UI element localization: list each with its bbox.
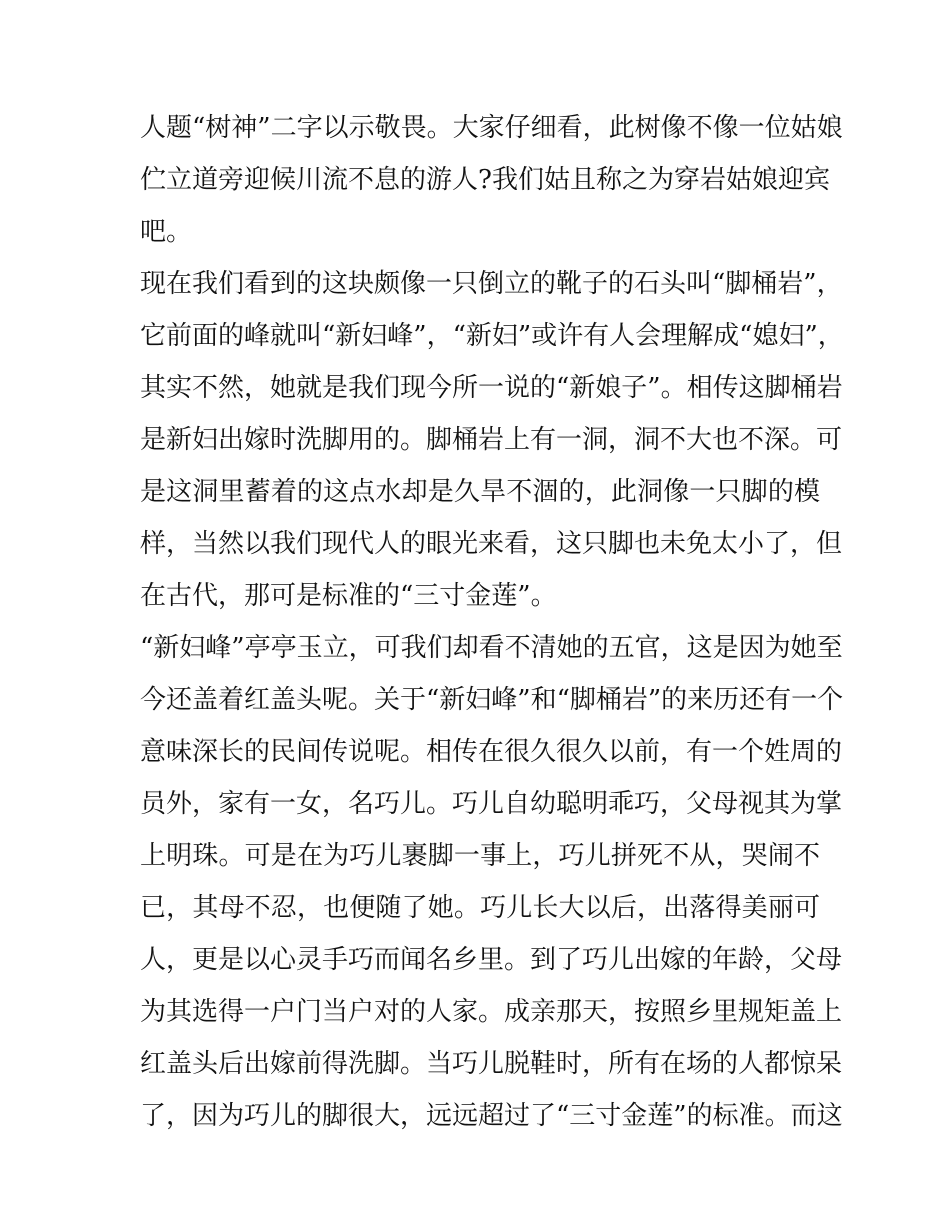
text-line: 伫立道旁迎候川流不息的游人?我们姑且称之为穿岩姑娘迎宾 xyxy=(140,165,830,195)
text-line: 已，其母不忍，也便随了她。巧儿长大以后，出落得美丽可 xyxy=(140,893,820,923)
text-line: 红盖头后出嫁前得洗脚。当巧儿脱鞋时，所有在场的人都惊呆 xyxy=(140,1049,843,1079)
text-line: 它前面的峰就叫“新妇峰”，“新妇”或许有人会理解成“媳妇”， xyxy=(140,321,844,351)
text-line: 其实不然，她就是我们现今所一说的“新娘子”。相传这脚桶岩 xyxy=(140,373,843,403)
text-line: 为其选得一户门当户对的人家。成亲那天，按照乡里规矩盖上 xyxy=(140,997,843,1027)
text-line: 是新妇出嫁时洗脚用的。脚桶岩上有一洞，洞不大也不深。可 xyxy=(140,425,843,455)
body-text xyxy=(140,102,844,1142)
text-line: 上明珠。可是在为巧儿裹脚一事上，巧儿拼死不从，哭闹不 xyxy=(140,841,820,871)
text-line: 样，当然以我们现代人的眼光来看，这只脚也未免太小了，但 xyxy=(140,529,843,559)
text-line: “新妇峰”亭亭玉立，可我们却看不清她的五官，这是因为她至 xyxy=(140,633,843,663)
text-line: 人题“树神”二字以示敬畏。大家仔细看，此树像不像一位姑娘 xyxy=(140,113,843,143)
text-line: 现在我们看到的这块颇像一只倒立的靴子的石头叫“脚桶岩”， xyxy=(140,269,843,299)
text-line: 了，因为巧儿的脚很大，远远超过了“三寸金莲”的标准。而这 xyxy=(140,1101,843,1131)
text-line: 员外，家有一女，名巧儿。巧儿自幼聪明乖巧，父母视其为掌 xyxy=(140,789,843,819)
text-line: 吧。 xyxy=(140,217,193,247)
text-line: 意味深长的民间传说呢。相传在很久很久以前，有一个姓周的 xyxy=(140,737,843,767)
text-line: 是这洞里蓄着的这点水却是久旱不涸的，此洞像一只脚的模 xyxy=(140,477,820,507)
text-line: 人，更是以心灵手巧而闻名乡里。到了巧儿出嫁的年龄，父母 xyxy=(140,945,843,975)
text-line: 今还盖着红盖头呢。关于“新妇峰”和“脚桶岩”的来历还有一个 xyxy=(140,685,844,715)
text-line: 在古代，那可是标准的“三寸金莲”。 xyxy=(140,581,557,611)
